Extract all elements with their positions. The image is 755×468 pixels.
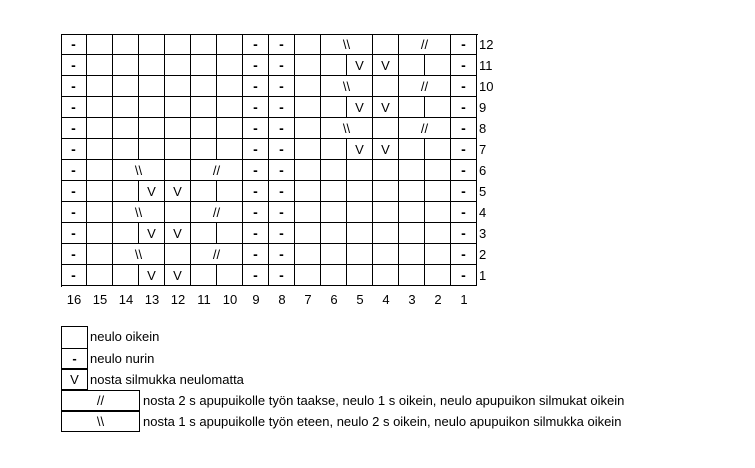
chart-cell: - (451, 97, 477, 118)
chart-cell (373, 118, 399, 139)
chart-cell (373, 34, 399, 55)
chart-cell (87, 181, 113, 202)
chart-cell: // (191, 160, 243, 181)
chart-cell (87, 97, 113, 118)
chart-cell (399, 160, 425, 181)
chart-cell (295, 202, 321, 223)
chart-cell (87, 139, 113, 160)
chart-cell (373, 244, 399, 265)
chart-cell: - (269, 181, 295, 202)
chart-cell: - (451, 202, 477, 223)
column-number: 3 (408, 292, 416, 307)
chart-cell (321, 139, 347, 160)
chart-cell (87, 265, 113, 286)
chart-cell (425, 223, 451, 244)
chart-cell: - (61, 181, 87, 202)
chart-cell: - (451, 181, 477, 202)
chart-cell (191, 55, 217, 76)
chart-cell (165, 97, 191, 118)
chart-cell (139, 34, 165, 55)
row-number: 9 (479, 100, 487, 115)
chart-cell: - (243, 181, 269, 202)
chart-cell (347, 244, 373, 265)
column-number: 9 (252, 292, 260, 307)
chart-cell: - (269, 244, 295, 265)
chart-cell: - (243, 265, 269, 286)
row-number: 10 (479, 79, 494, 94)
chart-cell: - (451, 139, 477, 160)
chart-cell (321, 55, 347, 76)
chart-cell (373, 160, 399, 181)
chart-cell (373, 181, 399, 202)
chart-cell: - (61, 265, 87, 286)
chart-cell (165, 55, 191, 76)
chart-cell: - (243, 160, 269, 181)
column-number: 10 (222, 292, 238, 307)
chart-cell: - (243, 244, 269, 265)
column-number: 5 (356, 292, 364, 307)
column-number: 13 (144, 292, 160, 307)
chart-cell: - (61, 118, 87, 139)
chart-cell: - (269, 265, 295, 286)
chart-cell: - (451, 265, 477, 286)
chart-cell: - (451, 55, 477, 76)
chart-cell: - (269, 202, 295, 223)
chart-cell (87, 118, 113, 139)
chart-cell (217, 55, 243, 76)
chart-cell (295, 223, 321, 244)
chart-cell (399, 55, 425, 76)
chart-cell: - (269, 160, 295, 181)
chart-cell (425, 265, 451, 286)
chart-cell: \\ (113, 160, 165, 181)
chart-cell: - (61, 34, 87, 55)
chart-cell: V (139, 181, 165, 202)
chart-cell: // (399, 118, 451, 139)
column-number: 16 (66, 292, 82, 307)
chart-cell (191, 223, 217, 244)
column-number: 11 (197, 292, 211, 307)
chart-cell (165, 202, 191, 223)
chart-cell: - (61, 223, 87, 244)
chart-cell: V (347, 97, 373, 118)
chart-cell (295, 139, 321, 160)
chart-cell: - (269, 55, 295, 76)
chart-cell (113, 223, 139, 244)
chart-cell (399, 244, 425, 265)
chart-cell (399, 181, 425, 202)
chart-cell (87, 34, 113, 55)
chart-cell (217, 223, 243, 244)
column-number: 14 (118, 292, 134, 307)
chart-cell (87, 55, 113, 76)
chart-cell: \\ (321, 34, 373, 55)
row-number: 7 (479, 142, 487, 157)
chart-cell: - (269, 223, 295, 244)
column-number: 8 (278, 292, 286, 307)
column-number: 15 (92, 292, 108, 307)
chart-cell (373, 76, 399, 97)
chart-cell (165, 76, 191, 97)
chart-cell: - (269, 118, 295, 139)
chart-cell (217, 118, 243, 139)
chart-cell (425, 181, 451, 202)
chart-cell: - (243, 76, 269, 97)
chart-cell (165, 244, 191, 265)
chart-cell (139, 76, 165, 97)
chart-cell: V (347, 139, 373, 160)
chart-cell: - (61, 139, 87, 160)
chart-cell (295, 76, 321, 97)
chart-cell: - (61, 97, 87, 118)
chart-cell (425, 160, 451, 181)
chart-cell (113, 139, 139, 160)
chart-cell (295, 244, 321, 265)
chart-cell: \\ (321, 118, 373, 139)
chart-cell (191, 34, 217, 55)
chart-cell (399, 202, 425, 223)
row-number: 8 (479, 121, 487, 136)
chart-cell: V (139, 223, 165, 244)
chart-cell (321, 181, 347, 202)
chart-cell (191, 181, 217, 202)
legend-symbol-box: \\ (61, 411, 140, 432)
chart-cell: \\ (113, 244, 165, 265)
column-number: 2 (434, 292, 442, 307)
chart-cell: - (61, 76, 87, 97)
chart-cell: - (243, 55, 269, 76)
chart-cell (217, 97, 243, 118)
chart-cell (139, 139, 165, 160)
legend-description: neulo oikein (90, 329, 160, 344)
chart-cell (165, 34, 191, 55)
row-number: 3 (479, 226, 487, 241)
chart-cell (373, 202, 399, 223)
chart-cell (321, 97, 347, 118)
row-number: 5 (479, 184, 487, 199)
chart-cell: - (243, 202, 269, 223)
chart-cell: - (269, 97, 295, 118)
legend-description: nosta 1 s apupuikolle työn eteen, neulo 2 s oikein, neulo apupuikon silmukka oikein (143, 414, 622, 429)
chart-cell (347, 160, 373, 181)
chart-cell: \\ (321, 76, 373, 97)
chart-cell: - (243, 139, 269, 160)
chart-cell: - (243, 223, 269, 244)
chart-cell (191, 265, 217, 286)
chart-cell: \\ (113, 202, 165, 223)
chart-cell (321, 160, 347, 181)
chart-cell: - (61, 244, 87, 265)
chart-cell: V (373, 139, 399, 160)
chart-cell (113, 118, 139, 139)
chart-cell (217, 181, 243, 202)
chart-cell: - (451, 160, 477, 181)
chart-cell (139, 118, 165, 139)
chart-cell (321, 265, 347, 286)
chart-cell: // (191, 244, 243, 265)
chart-cell (165, 118, 191, 139)
chart-cell: // (191, 202, 243, 223)
chart-cell (191, 139, 217, 160)
chart-cell (399, 139, 425, 160)
row-number: 6 (479, 163, 487, 178)
chart-cell: V (165, 223, 191, 244)
chart-cell: - (243, 118, 269, 139)
chart-cell: V (347, 55, 373, 76)
row-number: 1 (479, 268, 487, 283)
legend-symbol-box: // (61, 390, 140, 411)
chart-cell: - (61, 55, 87, 76)
chart-cell: - (269, 139, 295, 160)
chart-cell (113, 55, 139, 76)
legend-description: nosta 2 s apupuikolle työn taakse, neulo 1 s oikein, neulo apupuikon silmukat oikein (143, 393, 625, 408)
chart-cell (139, 55, 165, 76)
chart-cell (113, 34, 139, 55)
column-number: 7 (304, 292, 312, 307)
chart-cell (295, 55, 321, 76)
chart-cell (347, 202, 373, 223)
column-number: 12 (170, 292, 186, 307)
column-number: 4 (382, 292, 390, 307)
chart-cell: V (373, 55, 399, 76)
chart-cell (87, 76, 113, 97)
chart-cell (399, 223, 425, 244)
legend-symbol-box: - (61, 348, 88, 369)
chart-cell (347, 223, 373, 244)
chart-cell: - (243, 97, 269, 118)
chart-cell: - (451, 76, 477, 97)
chart-cell (399, 265, 425, 286)
chart-cell (113, 181, 139, 202)
chart-cell (321, 244, 347, 265)
legend-description: neulo nurin (90, 351, 155, 366)
row-number: 12 (479, 37, 494, 52)
chart-cell (165, 160, 191, 181)
chart-cell (113, 76, 139, 97)
chart-cell (165, 139, 191, 160)
chart-cell (399, 97, 425, 118)
chart-cell: - (61, 202, 87, 223)
chart-cell (425, 202, 451, 223)
chart-cell (87, 202, 113, 223)
chart-cell (295, 118, 321, 139)
chart-cell (113, 97, 139, 118)
chart-cell (295, 181, 321, 202)
chart-cell (87, 160, 113, 181)
chart-cell (191, 97, 217, 118)
row-number: 2 (479, 247, 487, 262)
chart-cell (217, 139, 243, 160)
chart-cell: // (399, 34, 451, 55)
chart-cell (425, 139, 451, 160)
chart-cell (373, 223, 399, 244)
chart-cell: - (451, 34, 477, 55)
chart-cell (295, 265, 321, 286)
chart-cell (347, 265, 373, 286)
chart-cell: V (165, 181, 191, 202)
row-number: 4 (479, 205, 487, 220)
chart-cell: // (399, 76, 451, 97)
chart-cell (373, 265, 399, 286)
chart-cell (191, 76, 217, 97)
chart-cell: - (269, 76, 295, 97)
chart-cell: V (373, 97, 399, 118)
column-number: 1 (460, 292, 468, 307)
chart-cell (113, 265, 139, 286)
chart-cell (425, 97, 451, 118)
chart-cell: - (451, 244, 477, 265)
chart-cell (87, 244, 113, 265)
legend-description: nosta silmukka neulomatta (90, 372, 244, 387)
chart-cell: - (451, 118, 477, 139)
row-number: 11 (479, 58, 493, 73)
legend-symbol-box (61, 326, 88, 349)
chart-cell (217, 76, 243, 97)
column-number: 6 (330, 292, 338, 307)
chart-cell (425, 244, 451, 265)
chart-cell: V (139, 265, 165, 286)
chart-cell (321, 223, 347, 244)
chart-cell (321, 202, 347, 223)
legend-symbol-box: V (61, 369, 88, 390)
chart-cell: - (269, 34, 295, 55)
chart-cell (217, 34, 243, 55)
chart-cell: - (61, 160, 87, 181)
chart-cell (87, 223, 113, 244)
chart-cell: - (451, 223, 477, 244)
chart-cell (295, 160, 321, 181)
chart-cell (347, 181, 373, 202)
chart-cell (295, 34, 321, 55)
chart-cell (295, 97, 321, 118)
chart-cell (139, 97, 165, 118)
chart-cell (217, 265, 243, 286)
chart-cell (425, 55, 451, 76)
chart-cell: - (243, 34, 269, 55)
chart-cell: V (165, 265, 191, 286)
chart-cell (191, 118, 217, 139)
